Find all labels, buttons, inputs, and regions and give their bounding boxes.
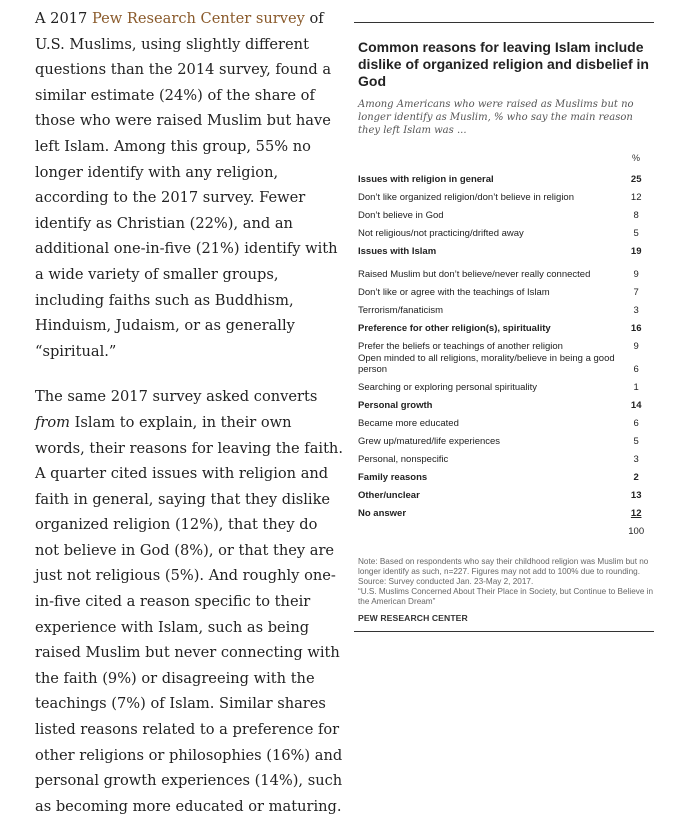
table-row: [354, 316, 654, 334]
paragraph-text: A 2017: [35, 10, 92, 27]
figure-bottom-rule: [354, 631, 654, 632]
row-value: 14: [630, 400, 642, 411]
row-label: Issues with religion in general: [358, 174, 494, 185]
row-value: 8: [633, 210, 639, 221]
row-label: Prefer the beliefs or teachings of another religion: [358, 341, 563, 352]
survey-link[interactable]: Pew Research Center survey: [91, 10, 305, 27]
row-label: Preference for other religion(s), spirituality: [358, 323, 551, 334]
row-label: Not religious/not practicing/drifted away: [358, 228, 524, 239]
row-label: Grew up/matured/life experiences: [358, 436, 501, 447]
row-value: 9: [633, 341, 639, 352]
row-label: Family reasons: [358, 472, 428, 483]
row-value: 13: [630, 490, 642, 501]
row-value: 2: [633, 472, 639, 483]
row-label: No answer: [358, 508, 407, 519]
row-label: Other/unclear: [358, 490, 420, 501]
reasons-table: [354, 167, 654, 537]
column-header: %: [631, 153, 640, 163]
row-label: Don’t like or agree with the teachings of Islam: [358, 287, 550, 298]
figure-notes: [358, 557, 654, 607]
row-label: Personal growth: [358, 400, 433, 411]
row-label: Personal, nonspecific: [358, 454, 449, 465]
figure-title: Common reasons for leaving Islam include dislike of organized religion and disbelief in God: [358, 39, 649, 89]
row-value: 6: [633, 418, 639, 429]
row-label: Became more educated: [358, 418, 459, 429]
table-row-total: [354, 519, 654, 537]
table-row: [354, 334, 654, 352]
row-label: Don’t like organized religion/don’t believe in religion: [358, 192, 574, 203]
row-value: 3: [633, 454, 639, 465]
table-row: [354, 465, 654, 483]
table-row: [354, 447, 654, 465]
row-value: 25: [630, 174, 642, 185]
underlined-value: 12: [630, 508, 642, 519]
table-row: [354, 221, 654, 239]
table-row: [354, 352, 654, 375]
table-row: [354, 429, 654, 447]
source-line: Source: Survey conducted Jan. 23-May 2, 2017.: [358, 577, 534, 586]
table-row: [354, 257, 654, 280]
article-text: [35, 6, 345, 839]
table-row: [354, 185, 654, 203]
table-row: [354, 239, 654, 257]
note-line: Note: Based on respondents who say their childhood religion was Muslim but no longer identify as such, n=227. Figures may not add to 100% due to rounding.: [358, 557, 649, 576]
table-row: [354, 298, 654, 316]
figure-top-rule: [354, 22, 654, 23]
row-value: 7: [633, 287, 639, 298]
emphasis-text: from: [35, 413, 71, 431]
paragraph-text: The same 2017 survey asked converts: [35, 388, 318, 406]
table-row: [354, 483, 654, 501]
row-value: 9: [633, 269, 639, 280]
figure-panel: [354, 22, 654, 632]
table-row: [354, 501, 654, 519]
row-value: 16: [630, 323, 642, 334]
figure-subtitle: Among Americans who were raised as Muslims but no longer identify as Muslim, % who say the main reason they left Islam was ...: [358, 99, 634, 136]
row-value: 12: [630, 192, 642, 203]
paragraph-text: of U.S. Muslims, using slightly different questions than the 2014 survey, found a similar estimate (24%) of the share of those who were raised Muslim but have left Islam. Among this group, 55% no longer identify with any religion, according to the 2017 survey. Fewer identify as Christian (22%), and an additional one-in-five (21%) identify with a wide variety of smaller groups, including faiths such as Buddhism, Hinduism, Judaism, or as generally “spiritual.”: [35, 10, 338, 360]
row-value: 1: [633, 382, 639, 393]
article-paragraph-2: [35, 384, 345, 819]
table-row: [354, 203, 654, 221]
row-value: [618, 501, 654, 519]
table-row: [354, 280, 654, 298]
row-value: 5: [633, 228, 639, 239]
row-label: Raised Muslim but don’t believe/never really connected: [358, 269, 591, 280]
row-value: 5: [633, 436, 639, 447]
table-row: [354, 411, 654, 429]
row-label: Issues with Islam: [358, 246, 437, 257]
table-row: [354, 375, 654, 393]
row-label: Open minded to all religions, morality/believe in being a good person: [358, 353, 615, 375]
article-paragraph-1: [35, 6, 345, 364]
row-value: 19: [630, 246, 642, 257]
row-value: 6: [633, 364, 639, 375]
row-label: Searching or exploring personal spirituality: [358, 382, 538, 393]
row-label: Terrorism/fanaticism: [358, 305, 443, 316]
row-label: [354, 519, 618, 537]
report-title-line: “U.S. Muslims Concerned About Their Place in Society, but Continue to Believe in the American Dream”: [358, 587, 654, 606]
total-value: 100: [628, 526, 645, 537]
paragraph-text: Islam to explain, in their own words, their reasons for leaving the faith. A quarter cited issues with religion and faith in general, saying that they dislike organized religion (12%), that they do not believe in God (8%), or that they are just not religious (5%). And roughly one-in-five cited a reason specific to their experience with Islam, such as being raised Muslim but never connecting with the faith (9%) or disagreeing with the teachings (7%) of Islam. Similar shares listed reasons related to a preference for other religions or philosophies (16%) and personal growth experiences (14%), such as becoming more educated or maturing.: [35, 413, 343, 815]
row-value: 3: [633, 305, 639, 316]
organization-credit: PEW RESEARCH CENTER: [358, 613, 468, 623]
table-row: [354, 393, 654, 411]
row-label: Don’t believe in God: [358, 210, 444, 221]
table-row: [354, 167, 654, 185]
